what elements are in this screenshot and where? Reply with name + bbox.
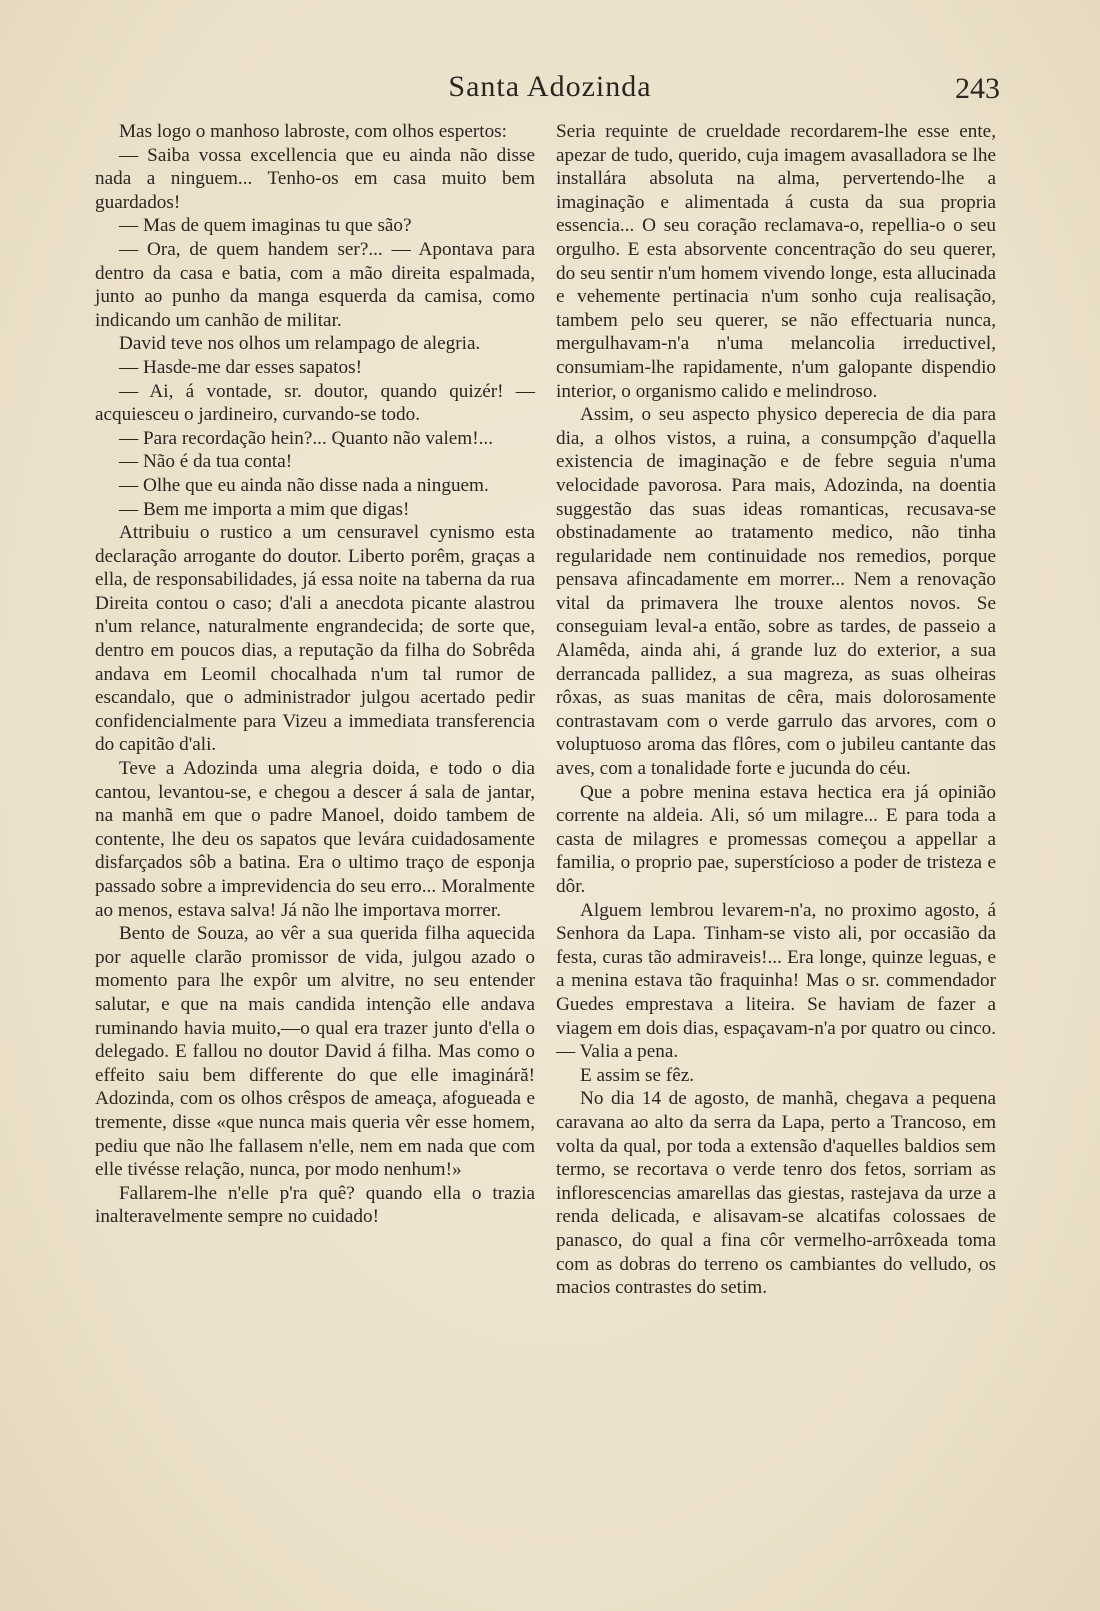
paragraph: — Ai, á vontade, sr. doutor, quando quizér! — acquiesceu o jardineiro, curvando-se todo. xyxy=(95,380,535,426)
paragraph: — Hasde-me dar esses sapatos! xyxy=(119,356,362,378)
paragraph: Bento de Souza, ao vêr a sua querida filha aquecida por aquelle clarão promissor de vida, julgou azado o momento para lhe expôr um alvitre, no seu entender salutar, e que na mais candida intenção elle andava ruminando havia muito,—o qual era trazer junto d'ella o delegado. E fallou no doutor David á filha. Mas como o effeito saiu bem differente do que elle imagináră! Adozinda, com os olhos crêspos de ameaça, afogueada e tremente, disse «que nunca mais queria vêr esse homem, pediu que não lhe fallasem n'elle, nem em nada que com elle tivésse relação, nunca, por modo nenhum!» xyxy=(95,923,535,1181)
paragraph: E assim se fêz. xyxy=(580,1064,695,1086)
paragraph: — Mas de quem imaginas tu que são? xyxy=(119,215,412,237)
right-column xyxy=(556,120,996,1300)
left-column xyxy=(95,120,535,1229)
paragraph: Mas logo o manhoso labroste, com olhos espertos: xyxy=(119,121,507,142)
page-number: 243 xyxy=(955,72,1000,105)
paragraph: — Para recordação hein?... Quanto não valem!... xyxy=(119,427,493,449)
paragraph: David teve nos olhos um relampago de alegria. xyxy=(119,333,481,355)
paragraph: Assim, o seu aspecto physico deperecia de dia para dia, a olhos vistos, a ruina, a consumpção d'aquella existencia de imaginação e de febre seguia n'uma velocidade pavorosa. Para mais, Adozinda, na doentia suggestão das suas ideas romanticas, recusava-se obstinadamente ao tratamento medico, não tinha regularidade nem continuidade nos remedios, porque pensava afincadamente em morrer... Nem a renovação vital da primavera lhe trouxe alentos novos. Se conseguiam leval-a então, sobre as tardes, de passeio a Alamêda, ainda ahi, á grande luz do exterior, a sua derrancada pallidez, a sua magreza, as suas olheiras rôxas, as suas manitas de cêra, mais dolorosamente contrastavam com o verde garrulo das arvores, com o voluptuoso aroma das flôres, com o jubileu cantante das aves, com a tonalidade forte e jucunda do céu. xyxy=(556,404,996,780)
paragraph: — Ora, de quem handem ser?... — Apontava para dentro da casa e batia, com a mão direita espalmada, junto ao punho da manga esquerda da camisa, como indicando um canhão de militar. xyxy=(95,238,535,331)
paragraph: Alguem lembrou levarem-n'a, no proximo agosto, á Senhora da Lapa. Tinham-se visto ali, por occasião da festa, curas tão admiraveis!... Era longe, quinze leguas, e a menina estava tão fraquinha! Mas o sr. commendador Guedes emprestava a liteira. Se haviam de fazer a viagem em dois dias, espaçavam-n'a por quatro ou cinco. — Valia a pena. xyxy=(556,899,996,1063)
paragraph: Fallarem-lhe n'elle p'ra quê? quando ella o trazia inalteravelmente sempre no cuidado! xyxy=(95,1182,535,1228)
paragraph: — Saiba vossa excellencia que eu ainda não disse nada a ninguem... Tenho-os em casa muito bem guardados! xyxy=(95,144,535,213)
paragraph: — Bem me importa a mim que digas! xyxy=(119,498,410,520)
running-header xyxy=(0,70,1100,110)
page-title: Santa Adozinda xyxy=(448,70,652,103)
paragraph: Attribuiu o rustico a um censuravel cynismo esta declaração arrogante do doutor. Liberto porêm, graças a ella, de responsabilidades, já essa noite na taberna da rua Direita contou o caso; d'ali a anecdota picante alastrou n'um relance, naturalmente engrandecida; de sorte que, dentro em poucos dias, a reputação da filha do Sobrêda andava em Leomil chocalhada n'um tal rumor de escandalo, que o administrador julgou acertado pedir confidencialmente para Vizeu a immediata transferencia do capitão d'ali. xyxy=(95,522,535,756)
paragraph: Seria requinte de crueldade recordarem-lhe esse ente, apezar de tudo, querido, cuja imagem avasalladora se lhe installára absoluta na alma, pervertendo-lhe a imaginação e alimentada á custa da sua propria essencia... O seu coração reclamava-o, repellia-o o seu orgulho. E esta absorvente concentração do seu querer, do seu sentir n'um homem vivendo longe, esta allucinada e vehemente pertinacia n'um sonho cuja realisação, tambem pelo seu querer, se não effectuaria nunca, mergulhavam-n'a n'uma melancolia irreductivel, consumiam-lhe rapidamente, n'um galopante dispendio interior, o organismo calido e melindroso. xyxy=(556,121,996,402)
paragraph: — Olhe que eu ainda não disse nada a ninguem. xyxy=(119,474,489,496)
paragraph: Que a pobre menina estava hectica era já opinião corrente na aldeia. Ali, só um milagre... E para toda a casta de milagres e promessas começou a appellar a familia, o proprio pae, superstícioso a poder de tristeza e dôr. xyxy=(556,781,996,897)
paragraph: No dia 14 de agosto, de manhã, chegava a pequena caravana ao alto da serra da Lapa, perto a Trancoso, em volta da qual, por toda a extensão d'aquelles baldios sem termo, se recortava o verde tenro dos fetos, sorriam as inflorescencias amarellas das giestas, rastejava da urze a renda delicada, e alisavam-se alcatifas colossaes de panasco, do qual a fina côr vermelho-arrôxeada toma com as dobras do terreno os cambiantes do velludo, os macios contrastes do setim. xyxy=(556,1088,996,1299)
paragraph: — Não é da tua conta! xyxy=(119,451,293,473)
paragraph: Teve a Adozinda uma alegria doida, e todo o dia cantou, levantou-se, e chegou a descer á sala de jantar, na manhã em que o padre Manoel, doido tambem de contente, lhe deu os sapatos que levára cuidadosamente disfarçados sôb a batina. Era o ultimo traço de esponja passado sobre a imprevidencia do seu erro... Moralmente ao menos, estava salva! Já não lhe importava morrer. xyxy=(95,758,535,921)
